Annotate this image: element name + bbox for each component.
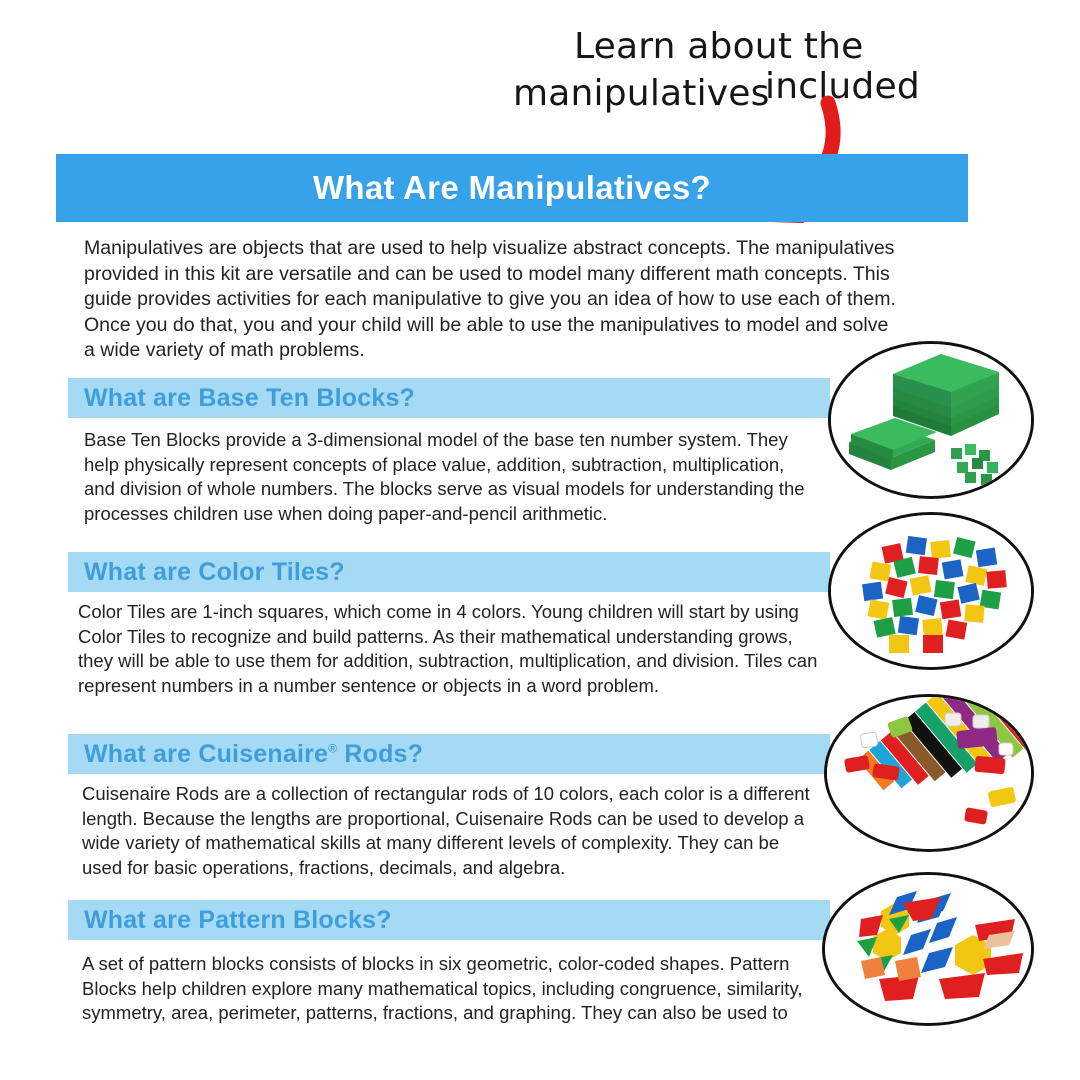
- section-body-pattern-blocks: A set of pattern blocks consists of blocks in six geometric, color-coded shapes. Pattern Blocks help children explore many mathematical topics, including congruence, similarity, symmetry, area, perimeter, patterns, fractions, and graphing. They can also be used to: [82, 953, 803, 1024]
- section-band-cuisenaire-rods: [68, 734, 830, 774]
- section-body-color-tiles: Color Tiles are 1-inch squares, which come in 4 colors. Young children will start by using Color Tiles to recognize and build patterns. As their mathematical understanding grows, they will be able to use them for addition, subtraction, multiplication, and division. Tiles can represent numbers in a number sentence or objects in a word problem.: [78, 601, 818, 696]
- section-heading-cuisenaire-rods: [68, 740, 423, 769]
- bottom-clip-edge: [0, 1062, 1080, 1080]
- section-heading-color-tiles: What are Color Tiles?: [84, 557, 345, 586]
- color-tiles-photo: [828, 512, 1034, 670]
- main-banner: [56, 154, 968, 222]
- section-band-pattern-blocks: [68, 900, 830, 940]
- section-heading-cuisenaire-prefix: What are Cuisenaire: [84, 739, 329, 768]
- section-body-base-ten-blocks: Base Ten Blocks provide a 3-dimensional model of the base ten number system. They help physically represent concepts of place value, addition, subtraction, multiplication, and division of whole numbers. The blocks serve as visual models for understanding the processes children use when doing paper-and-pencil arithmetic.: [84, 429, 805, 524]
- cuisenaire-rods-photo: [824, 694, 1034, 852]
- intro-paragraph: Manipulatives are objects that are used to help visualize abstract concepts. The manipulatives provided in this kit are versatile and can be used to model many different math concepts. This guide provides activities for each manipulative to give you an idea of how to use each of them. Once you do that, you and your child will be able to use the manipulatives to model and solve a wide variety of math problems.: [84, 237, 896, 361]
- section-band-base-ten-blocks: [68, 378, 830, 418]
- annotation-line-1: Learn about the: [574, 26, 864, 67]
- section-heading-pattern-blocks: What are Pattern Blocks?: [84, 905, 392, 934]
- section-heading-base-ten-blocks: What are Base Ten Blocks?: [84, 383, 416, 412]
- annotation-line-2: manipulatives: [513, 73, 770, 114]
- section-heading-cuisenaire-suffix: Rods?: [337, 739, 424, 768]
- page-title: What Are Manipulatives?: [312, 169, 712, 206]
- base-ten-blocks-photo: [828, 341, 1034, 499]
- annotation-line-3: included: [765, 66, 920, 107]
- section-body-cuisenaire-rods: Cuisenaire Rods are a collection of rectangular rods of 10 colors, each color is a different length. Because the lengths are proportional, Cuisenaire Rods can be used to develop a wide variety of mathematical skills at many different levels of complexity. They can be used for basic operations, fractions, decimals, and algebra.: [82, 783, 810, 878]
- registered-trademark-icon: ®: [328, 741, 338, 756]
- pattern-blocks-photo: [822, 872, 1034, 1026]
- section-band-color-tiles: [68, 552, 830, 592]
